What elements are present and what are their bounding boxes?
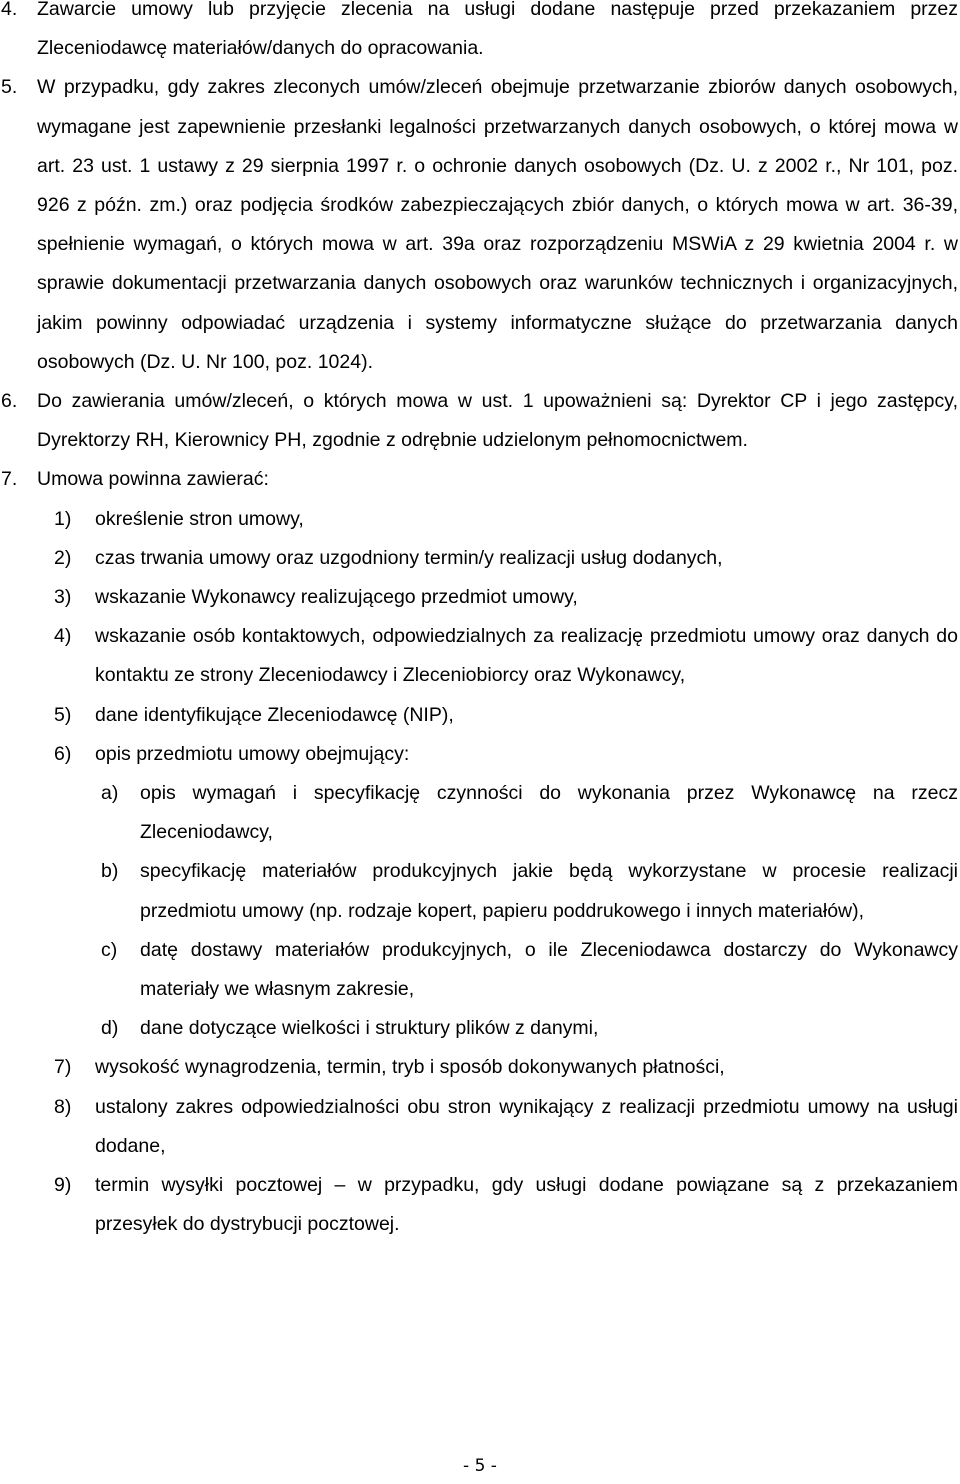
item-number: 6) xyxy=(54,742,72,765)
list-item xyxy=(0,735,958,774)
item-number: 4. xyxy=(1,0,18,20)
sub-item-letter: a) xyxy=(101,782,119,805)
item-number: 1) xyxy=(54,507,72,530)
item-text: termin wysyłki pocztowej – w przypadku, gdy usługi dodane powiązane są z przekazaniem przesyłek do dystrybucji pocztowej. xyxy=(95,1174,958,1236)
item-number: 7) xyxy=(54,1056,72,1079)
list-item xyxy=(0,1088,958,1166)
item-number: 5) xyxy=(54,703,72,726)
list-item xyxy=(0,460,958,499)
list-item xyxy=(0,617,958,695)
item-number: 7. xyxy=(1,468,18,491)
item-number: 2) xyxy=(54,546,72,569)
sub-list-item xyxy=(0,931,958,1009)
item-number: 4) xyxy=(54,625,72,648)
item-text: czas trwania umowy oraz uzgodniony termin/y realizacji usług dodanych, xyxy=(95,546,723,569)
sub-item-text: opis wymagań i specyfikację czynności do wykonania przez Wykonawcę na rzecz Zleceniodawcy, xyxy=(140,782,958,844)
sub-item-text: specyfikację materiałów produkcyjnych jakie będą wykorzystane w procesie realizacji przedmiotu umowy (np. rodzaje kopert, papieru poddrukowego i innych materiałów), xyxy=(140,860,958,922)
page-number: - 5 - xyxy=(463,1456,497,1476)
item-number: 6. xyxy=(1,390,18,413)
item-text: dane identyfikujące Zleceniodawcę (NIP), xyxy=(95,703,454,726)
item-text: W przypadku, gdy zakres zleconych umów/zleceń obejmuje przetwarzanie zbiorów danych osobowych, wymagane jest zapewnienie przesłanki legalności przetwarzanych danych osobowych, o której mowa w art. 23 ust. 1 ustawy z 29 sierpnia 1997 r. o ochronie danych osobowych (Dz. U. z 2002 r., Nr 101, poz. 926 z późn. zm.) oraz podjęcia środków zabezpieczających zbiór danych, o których mowa w art. 36-39, spełnienie wymagań, o których mowa w art. 39a oraz rozporządzeniu MSWiA z 29 kwietnia 2004 r. w sprawie dokumentacji przetwarzania danych osobowych oraz warunków technicznych i organizacyjnych, jakim powinny odpowiadać urządzenia i systemy informatyczne służące do przetwarzania danych osobowych (Dz. U. Nr 100, poz. 1024). xyxy=(37,76,958,373)
sub-item-text: dane dotyczące wielkości i struktury plików z danymi, xyxy=(140,1017,599,1040)
sub-list-item xyxy=(0,852,958,930)
list-item xyxy=(0,539,958,578)
item-text: opis przedmiotu umowy obejmujący: xyxy=(95,742,410,765)
list-item xyxy=(0,382,958,460)
list-item xyxy=(0,68,958,382)
item-number: 8) xyxy=(54,1095,72,1118)
item-text: ustalony zakres odpowiedzialności obu stron wynikający z realizacji przedmiotu umowy na usługi dodane, xyxy=(95,1095,958,1157)
item-number: 5. xyxy=(1,76,18,99)
item-text: Umowa powinna zawierać: xyxy=(37,468,269,491)
list-item xyxy=(0,578,958,617)
list-item xyxy=(0,696,958,735)
list-item xyxy=(0,1048,958,1087)
list-item xyxy=(0,500,958,539)
list-item xyxy=(0,0,958,68)
sub-item-letter: c) xyxy=(101,938,118,961)
item-number: 9) xyxy=(54,1174,72,1197)
sub-list-item xyxy=(0,1009,958,1048)
sub-item-letter: b) xyxy=(101,860,119,883)
sub-list-item xyxy=(0,774,958,852)
item-text: wskazanie Wykonawcy realizującego przedmiot umowy, xyxy=(95,586,578,609)
item-text: wskazanie osób kontaktowych, odpowiedzialnych za realizację przedmiotu umowy oraz danych do kontaktu ze strony Zleceniodawcy i Zleceniobiorcy oraz Wykonawcy, xyxy=(95,625,958,687)
sub-item-letter: d) xyxy=(101,1017,119,1040)
sub-item-text: datę dostawy materiałów produkcyjnych, o ile Zleceniodawca dostarczy do Wykonawcy materiały we własnym zakresie, xyxy=(140,938,958,1001)
item-text: określenie stron umowy, xyxy=(95,507,304,530)
item-number: 3) xyxy=(54,586,72,609)
item-text: wysokość wynagrodzenia, termin, tryb i sposób dokonywanych płatności, xyxy=(95,1056,725,1079)
item-text: Do zawierania umów/zleceń, o których mowa w ust. 1 upoważnieni są: Dyrektor CP i jego zastępcy, Dyrektorzy RH, Kierownicy PH, zgodnie z odrębnie udzielonym pełnomocnictwem. xyxy=(37,390,958,452)
item-text: Zawarcie umowy lub przyjęcie zlecenia na usługi dodane następuje przed przekazaniem przez Zleceniodawcę materiałów/danych do opracowania. xyxy=(37,0,958,60)
list-item xyxy=(0,1166,958,1244)
